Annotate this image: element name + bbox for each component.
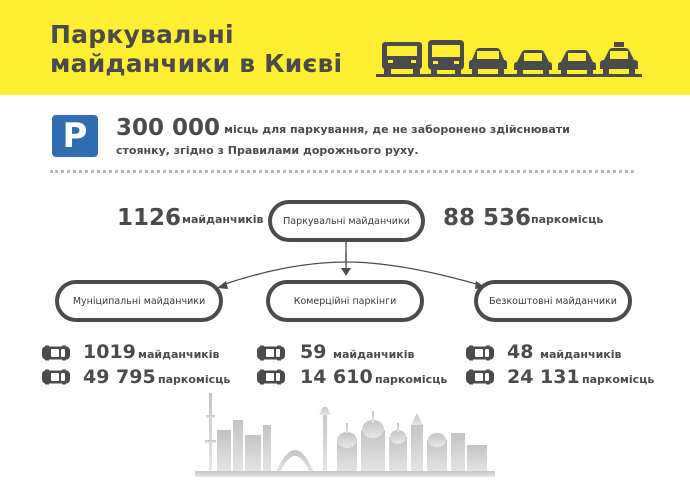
intro-text-line-2: стоянку, згідно з Правилами дорожнього руху. (116, 144, 419, 157)
title-line-2: майданчики в Києві (50, 49, 343, 78)
total-lots-number: 1126 (117, 205, 182, 231)
car-top-view-icon (41, 345, 71, 361)
free-lots-number: 48 (507, 341, 534, 363)
car-top-view-icon (465, 369, 495, 385)
total-lots-label: майданчиків (182, 213, 264, 226)
municipal-spaces-label: паркомісць (158, 373, 231, 386)
commercial-parking-node (266, 280, 424, 322)
root-node-label: Паркувальні майданчики (283, 215, 410, 227)
kyiv-skyline-illustration (195, 385, 495, 480)
free-lots-node (474, 280, 632, 322)
free-lots-label: майданчиків (540, 348, 622, 361)
car-top-view-icon (41, 369, 71, 385)
category-label: Безкоштовні майданчики (489, 295, 617, 307)
municipal-lots-number: 1019 (83, 341, 136, 363)
parking-letter: P (62, 116, 88, 156)
arrow-down-icon (341, 268, 351, 276)
municipal-lots-node (55, 280, 223, 322)
municipal-spaces-number: 49 795 (83, 366, 156, 388)
commercial-lots-label: майданчиків (333, 348, 415, 361)
category-label: Комерційні паркінги (293, 295, 397, 307)
title-line-1: Паркувальні (50, 20, 234, 49)
municipal-lots-label: майданчиків (138, 348, 220, 361)
total-spaces-label: паркомісць (531, 213, 604, 226)
total-spaces-number: 300 000 (116, 115, 221, 141)
free-spaces-label: паркомісць (582, 373, 655, 386)
commercial-lots-number: 59 (300, 341, 327, 363)
car-top-view-icon (256, 369, 286, 385)
commercial-spaces-number: 14 610 (300, 366, 373, 388)
intro-text-line-1: місць для паркування, де не заборонено здійснювати (224, 123, 570, 136)
car-top-view-icon (465, 345, 495, 361)
free-spaces-number: 24 131 (507, 366, 580, 388)
car-top-view-icon (256, 345, 286, 361)
total-spaces-count: 88 536 (443, 205, 532, 231)
commercial-spaces-label: паркомісць (375, 373, 448, 386)
category-label: Муніципальні майданчики (72, 295, 206, 307)
